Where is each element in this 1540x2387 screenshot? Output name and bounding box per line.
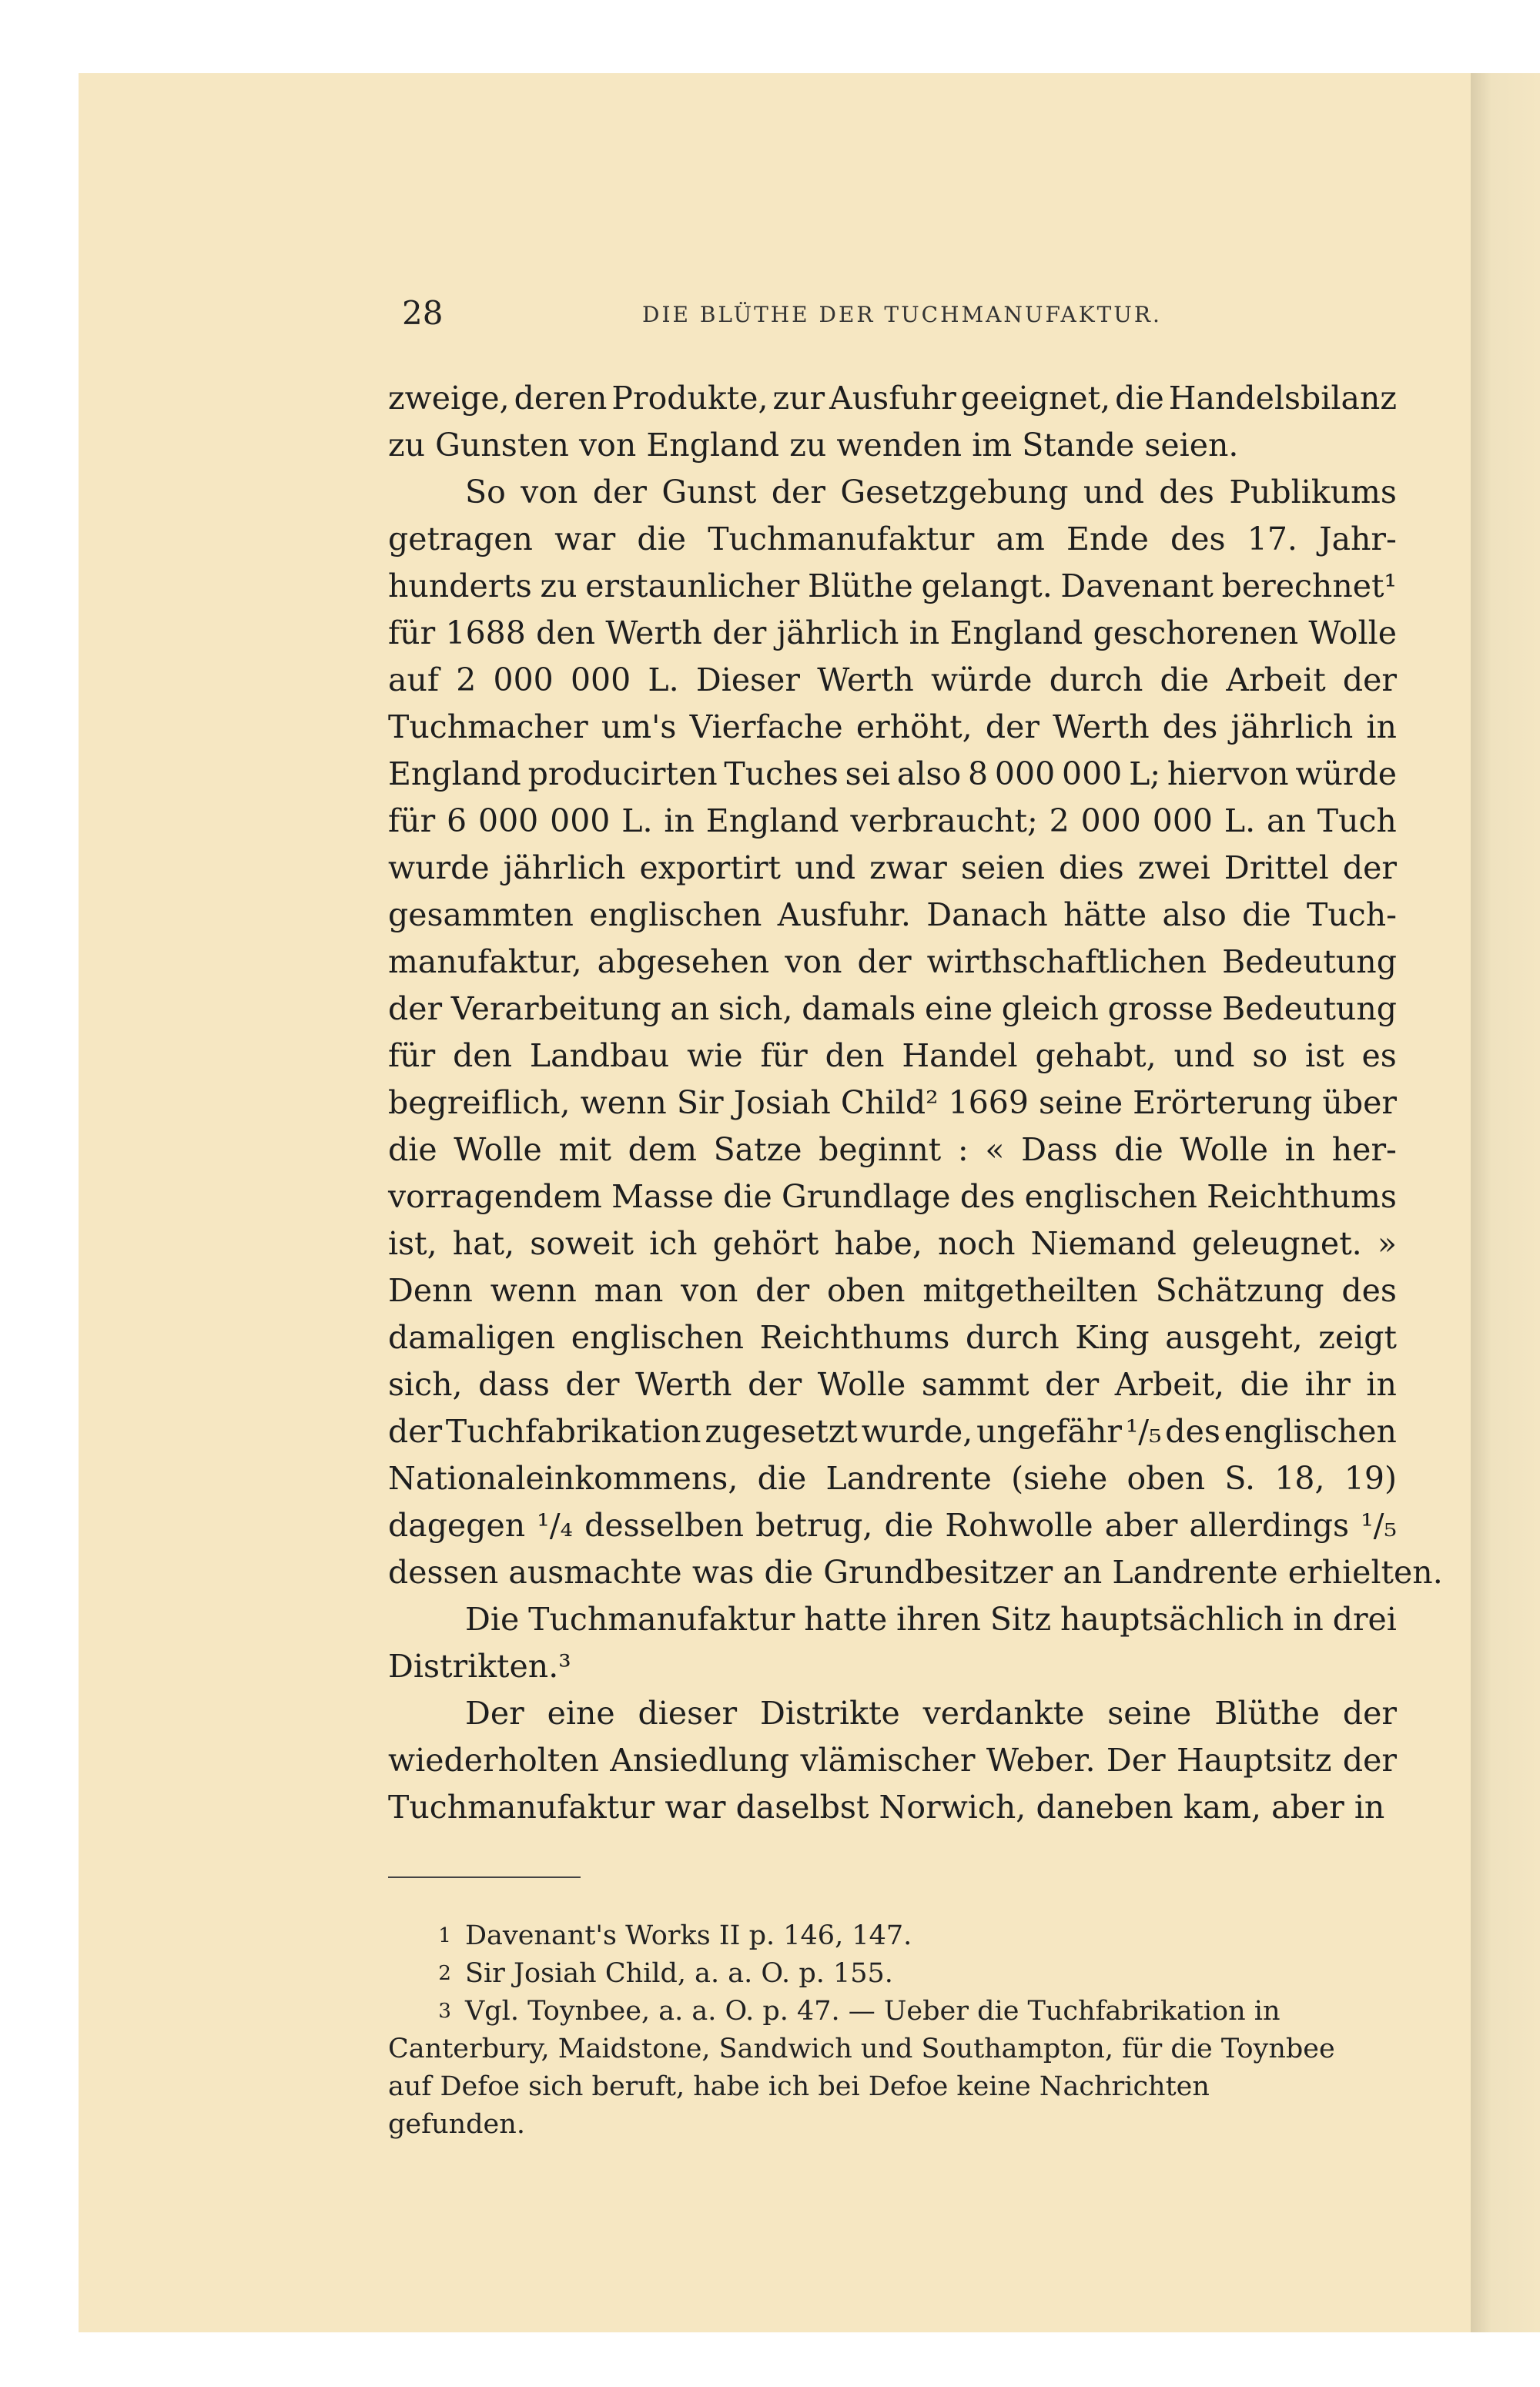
footnote-text: gefunden. [388,2109,525,2140]
footnote-line [388,1917,1397,1955]
book-page [79,73,1471,2332]
text-line: So von der Gunst der Gesetzgebung und des Publikums [465,474,1397,511]
text-line: Distrikten.³ [388,1648,571,1685]
text-line: sich, dass der Werth der Wolle sammt der Arbeit, die ihr in [388,1366,1397,1403]
text-line: ist, hat, soweit ich gehört habe, noch Niemand geleugnet. » [388,1225,1397,1262]
text-line: Tuchmacher um's Vierfache erhöht, der Werth des jährlich in [388,708,1397,745]
footnotes [388,1917,1397,2144]
footnote-line [388,1993,1397,2030]
page-number: 28 [402,294,444,332]
text-line: dagegen ¹/₄ desselben betrug, die Rohwolle aber allerdings ¹/₅ [388,1507,1397,1544]
page-edge [1471,73,1540,2332]
text-line: hunderts zu erstaunlicher Blüthe gelangt. Davenant berechnet¹ [388,567,1397,604]
text-line: Denn wenn man von der oben mitgetheilten Schätzung des [388,1272,1397,1309]
text-line: getragen war die Tuchmanufaktur am Ende des 17. Jahr- [388,521,1397,557]
footnote-text: auf Defoe sich beruft, habe ich bei Defoe keine Nachrichten [388,2071,1210,2102]
body-text [388,375,1443,1831]
text-line: Nationaleinkommens, die Landrente (siehe oben S. 18, 19) [388,1460,1397,1497]
text-line: manufaktur, abgesehen von der wirthschaftlichen Bedeutung [388,943,1397,980]
text-line: Tuchmanufaktur war daselbst Norwich, daneben kam, aber in [388,1789,1385,1826]
text-line: für 6 000 000 L. in England verbraucht; 2 000 000 L. an Tuch [388,802,1397,839]
text-line: für 1688 den Werth der jährlich in England geschorenen Wolle [388,614,1397,651]
binding-shadow [0,0,79,2387]
text-line: Die Tuchmanufaktur hatte ihren Sitz hauptsächlich in drei [465,1601,1397,1638]
footnote-number: 3 [438,2000,451,2023]
footnote-text: Sir Josiah Child, a. a. O. p. 155. [465,1958,893,1989]
text-line: damaligen englischen Reichthums durch King ausgeht, zeigt [388,1319,1397,1356]
text-line: der Tuchfabrikation zugesetzt wurde, ungefähr ¹/₅ des englischen [388,1413,1397,1450]
text-line: wurde jährlich exportirt und zwar seien dies zwei Drittel der [388,849,1397,886]
footnote-line [388,1955,1397,1993]
text-line: dessen ausmachte was die Grundbesitzer an Landrente erhielten. [388,1554,1443,1591]
text-line: zu Gunsten von England zu wenden im Stande seien. [388,427,1239,464]
text-line: für den Landbau wie für den Handel gehabt, und so ist es [388,1037,1397,1074]
page-header [79,294,1471,340]
text-line: gesammten englischen Ausfuhr. Danach hätte also die Tuch- [388,896,1397,933]
running-title: DIE BLÜTHE DER TUCHMANUFAKTUR. [642,302,1162,327]
text-line: der Verarbeitung an sich, damals eine gleich grosse Bedeutung [388,990,1397,1027]
footnote-line [388,2068,1397,2106]
footnote-text: Canterbury, Maidstone, Sandwich und Southampton, für die Toynbee [388,2034,1335,2064]
footnote-divider [388,1876,581,1878]
text-line: begreiflich, wenn Sir Josiah Child² 1669 seine Erörterung über [388,1084,1397,1121]
text-line: vorragendem Masse die Grundlage des englischen Reichthums [388,1178,1397,1215]
footnote-line [388,2030,1397,2068]
footnote-text: Davenant's Works II p. 146, 147. [465,1920,912,1951]
text-line: zweige, deren Produkte, zur Ausfuhr geeignet, die Handelsbilanz [388,380,1397,417]
text-line: England producirten Tuches sei also 8 000 000 L; hiervon würde [388,755,1397,792]
text-line: Der eine dieser Distrikte verdankte seine Blüthe der [465,1695,1397,1732]
footnote-line [388,2106,1397,2144]
footnote-number: 2 [438,1962,451,1985]
text-line: auf 2 000 000 L. Dieser Werth würde durch die Arbeit der [388,661,1397,698]
text-line: wiederholten Ansiedlung vlämischer Weber. Der Hauptsitz der [388,1742,1397,1779]
text-line: die Wolle mit dem Satze beginnt : « Dass die Wolle in her- [388,1131,1397,1168]
footnote-number: 1 [438,1924,451,1947]
footnote-text: Vgl. Toynbee, a. a. O. p. 47. — Ueber die Tuchfabrikation in [465,1996,1281,2027]
